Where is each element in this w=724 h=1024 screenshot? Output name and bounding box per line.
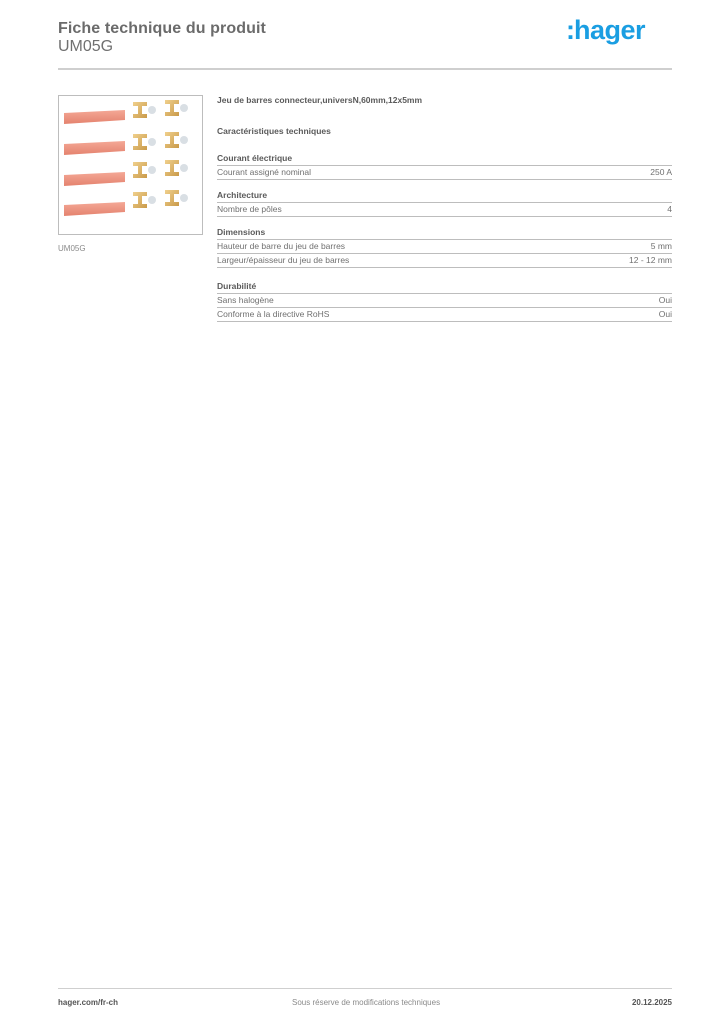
group-title: Durabilité [217, 280, 672, 294]
spec-value: Oui [658, 295, 672, 305]
header-divider [58, 68, 672, 70]
group-electrical-current [217, 152, 672, 180]
spec-row [217, 166, 672, 180]
group-architecture [217, 189, 672, 217]
spec-value: 12 - 12 mm [629, 255, 672, 265]
group-title: Architecture [217, 189, 672, 203]
spec-label: Hauteur de barre du jeu de barres [217, 241, 346, 251]
spec-row [217, 254, 672, 268]
spec-value: Oui [658, 309, 672, 319]
spec-row [217, 308, 672, 322]
group-durability [217, 280, 672, 322]
product-details [217, 95, 672, 331]
spec-value: 5 mm [650, 241, 672, 251]
product-image [58, 95, 203, 235]
logo-colon: : [566, 15, 574, 45]
group-title: Courant électrique [217, 152, 672, 166]
spec-row [217, 203, 672, 217]
busbar-image-icon [59, 96, 202, 234]
group-title: Dimensions [217, 226, 672, 240]
technical-characteristics-title: Caractéristiques techniques [217, 126, 331, 136]
group-dimensions [217, 226, 672, 268]
spec-row [217, 294, 672, 308]
spec-label: Sans halogène [217, 295, 274, 305]
page-title: Fiche technique du produit [58, 20, 266, 37]
footer-divider [58, 988, 672, 989]
logo-text: hager [574, 15, 646, 45]
footer-website-link[interactable]: hager.com/fr-ch [58, 998, 119, 1007]
spec-value: 4 [667, 204, 672, 214]
spec-row [217, 240, 672, 254]
spec-label: Nombre de pôles [217, 204, 282, 214]
spec-value: 250 A [650, 167, 672, 177]
hager-logo [566, 15, 645, 46]
spec-label: Conforme à la directive RoHS [217, 309, 330, 319]
product-code: UM05G [58, 38, 114, 55]
spec-label: Largeur/épaisseur du jeu de barres [217, 255, 350, 265]
spec-label: Courant assigné nominal [217, 167, 312, 177]
product-description: Jeu de barres connecteur,universN,60mm,12x5mm [217, 95, 423, 105]
image-caption: UM05G [58, 244, 86, 253]
footer-date: 20.12.2025 [631, 998, 672, 1007]
footer-disclaimer: Sous réserve de modifications techniques [292, 998, 441, 1007]
